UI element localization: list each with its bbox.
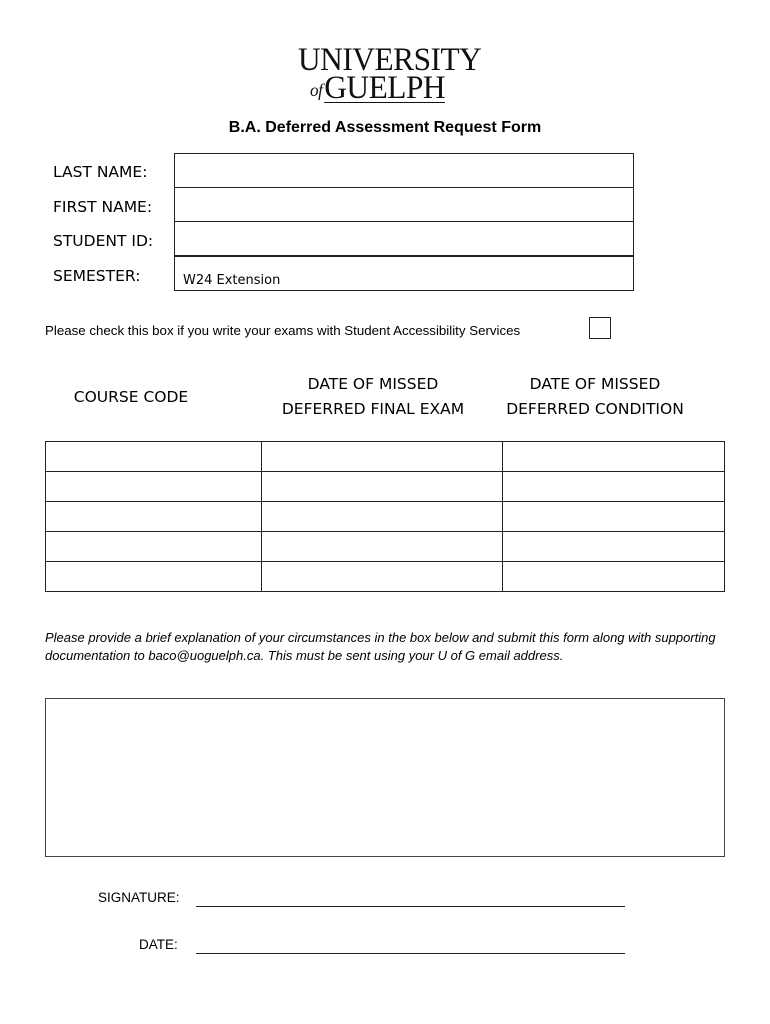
course-table xyxy=(45,441,725,592)
missed-exam-header-line1: DATE OF MISSED xyxy=(307,375,439,393)
missed-condition-header-line1: DATE OF MISSED xyxy=(529,375,661,393)
date-line[interactable] xyxy=(196,953,625,954)
accessibility-checkbox[interactable] xyxy=(589,317,611,339)
semester-label: SEMESTER: xyxy=(53,267,141,285)
missed-condition-date-cell[interactable] xyxy=(503,532,725,562)
signature-label: SIGNATURE: xyxy=(98,890,180,905)
table-row xyxy=(46,472,725,502)
table-row xyxy=(46,442,725,472)
logo-guelph-word: GUELPH xyxy=(324,70,446,106)
semester-field[interactable] xyxy=(174,256,634,291)
missed-condition-date-cell[interactable] xyxy=(503,502,725,532)
missed-exam-date-cell[interactable] xyxy=(261,442,503,472)
missed-condition-date-cell[interactable] xyxy=(503,442,725,472)
course-code-cell[interactable] xyxy=(46,502,262,532)
table-row xyxy=(46,502,725,532)
table-row xyxy=(46,562,725,592)
semester-value: W24 Extension xyxy=(183,273,281,288)
logo-line-university: UNIVERSITY xyxy=(298,42,482,78)
missed-exam-header xyxy=(262,372,484,422)
missed-exam-date-cell[interactable] xyxy=(261,472,503,502)
university-of-guelph-logo xyxy=(298,42,482,106)
course-code-cell[interactable] xyxy=(46,442,262,472)
signature-line[interactable] xyxy=(196,906,625,907)
last-name-label: LAST NAME: xyxy=(53,163,148,181)
missed-exam-date-cell[interactable] xyxy=(261,502,503,532)
course-code-header: COURSE CODE xyxy=(73,388,189,406)
logo-of: of xyxy=(310,80,323,100)
student-id-label: STUDENT ID: xyxy=(53,232,154,250)
course-code-cell[interactable] xyxy=(46,472,262,502)
date-label: DATE: xyxy=(139,937,178,952)
last-name-field[interactable] xyxy=(174,153,634,188)
missed-condition-header xyxy=(490,372,700,422)
form-title: B.A. Deferred Assessment Request Form xyxy=(228,119,542,136)
course-code-cell[interactable] xyxy=(46,532,262,562)
missed-condition-date-cell[interactable] xyxy=(503,472,725,502)
missed-condition-header-line2: DEFERRED CONDITION xyxy=(506,400,684,418)
course-code-cell[interactable] xyxy=(46,562,262,592)
table-row xyxy=(46,532,725,562)
accessibility-checkbox-label: Please check this box if you write your exams with Student Accessibility Services xyxy=(45,323,521,338)
missed-condition-date-cell[interactable] xyxy=(503,562,725,592)
student-id-field[interactable] xyxy=(174,221,634,256)
explanation-instructions: Please provide a brief explanation of your circumstances in the box below and submit this form along with supporting documentation to baco@uoguelph.ca. This must be sent using your U of G email address. xyxy=(45,630,716,663)
first-name-field[interactable] xyxy=(174,187,634,222)
missed-exam-date-cell[interactable] xyxy=(261,532,503,562)
logo-line-guelph xyxy=(310,72,445,107)
first-name-label: FIRST NAME: xyxy=(53,198,153,216)
missed-exam-header-line2: DEFERRED FINAL EXAM xyxy=(281,400,465,418)
explanation-textbox[interactable] xyxy=(45,698,725,857)
missed-exam-date-cell[interactable] xyxy=(261,562,503,592)
